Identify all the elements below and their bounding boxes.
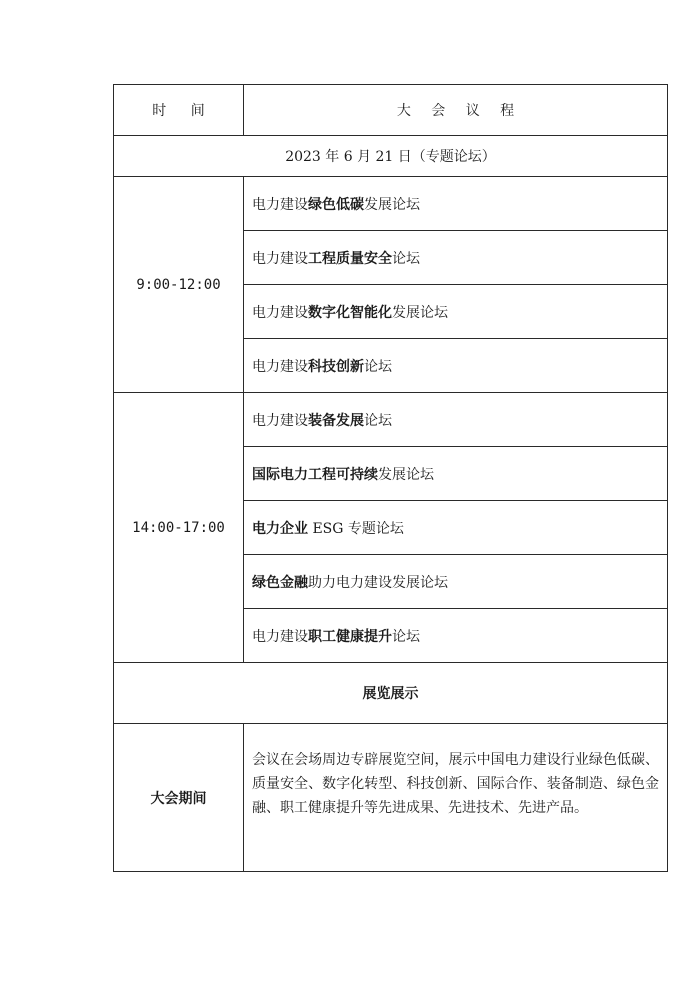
date-row [114, 136, 668, 177]
table-row [114, 393, 668, 447]
date-heading: 2023 年 6 月 21 日（专题论坛） [114, 136, 668, 177]
forum-item: 电力建设科技创新论坛 [244, 339, 668, 393]
forum-item: 国际电力工程可持续发展论坛 [244, 447, 668, 501]
forum-item: 电力建设职工健康提升论坛 [244, 609, 668, 663]
forum-item: 电力建设工程质量安全论坛 [244, 231, 668, 285]
forum-item: 绿色金融助力电力建设发展论坛 [244, 555, 668, 609]
exhibition-row [114, 663, 668, 724]
agenda-column-header: 大 会 议 程 [244, 85, 668, 136]
forum-item: 电力建设装备发展论坛 [244, 393, 668, 447]
forum-item: 电力建设数字化智能化发展论坛 [244, 285, 668, 339]
exhibition-title: 展览展示 [114, 663, 668, 724]
session-time-afternoon: 14:00-17:00 [114, 393, 244, 663]
time-column-header: 时 间 [114, 85, 244, 136]
header-row [114, 85, 668, 136]
forum-item: 电力企业 ESG 专题论坛 [244, 501, 668, 555]
agenda-table [113, 84, 668, 872]
forum-item: 电力建设绿色低碳发展论坛 [244, 177, 668, 231]
session-time-morning: 9:00-12:00 [114, 177, 244, 393]
exhibition-description: 会议在会场周边专辟展览空间，展示中国电力建设行业绿色低碳、质量安全、数字化转型、科技创新、国际合作、装备制造、绿色金融、职工健康提升等先进成果、先进技术、先进产品。 [244, 724, 668, 872]
table-row [114, 177, 668, 231]
exhibition-period: 大会期间 [114, 724, 244, 872]
exhibition-detail-row [114, 724, 668, 872]
